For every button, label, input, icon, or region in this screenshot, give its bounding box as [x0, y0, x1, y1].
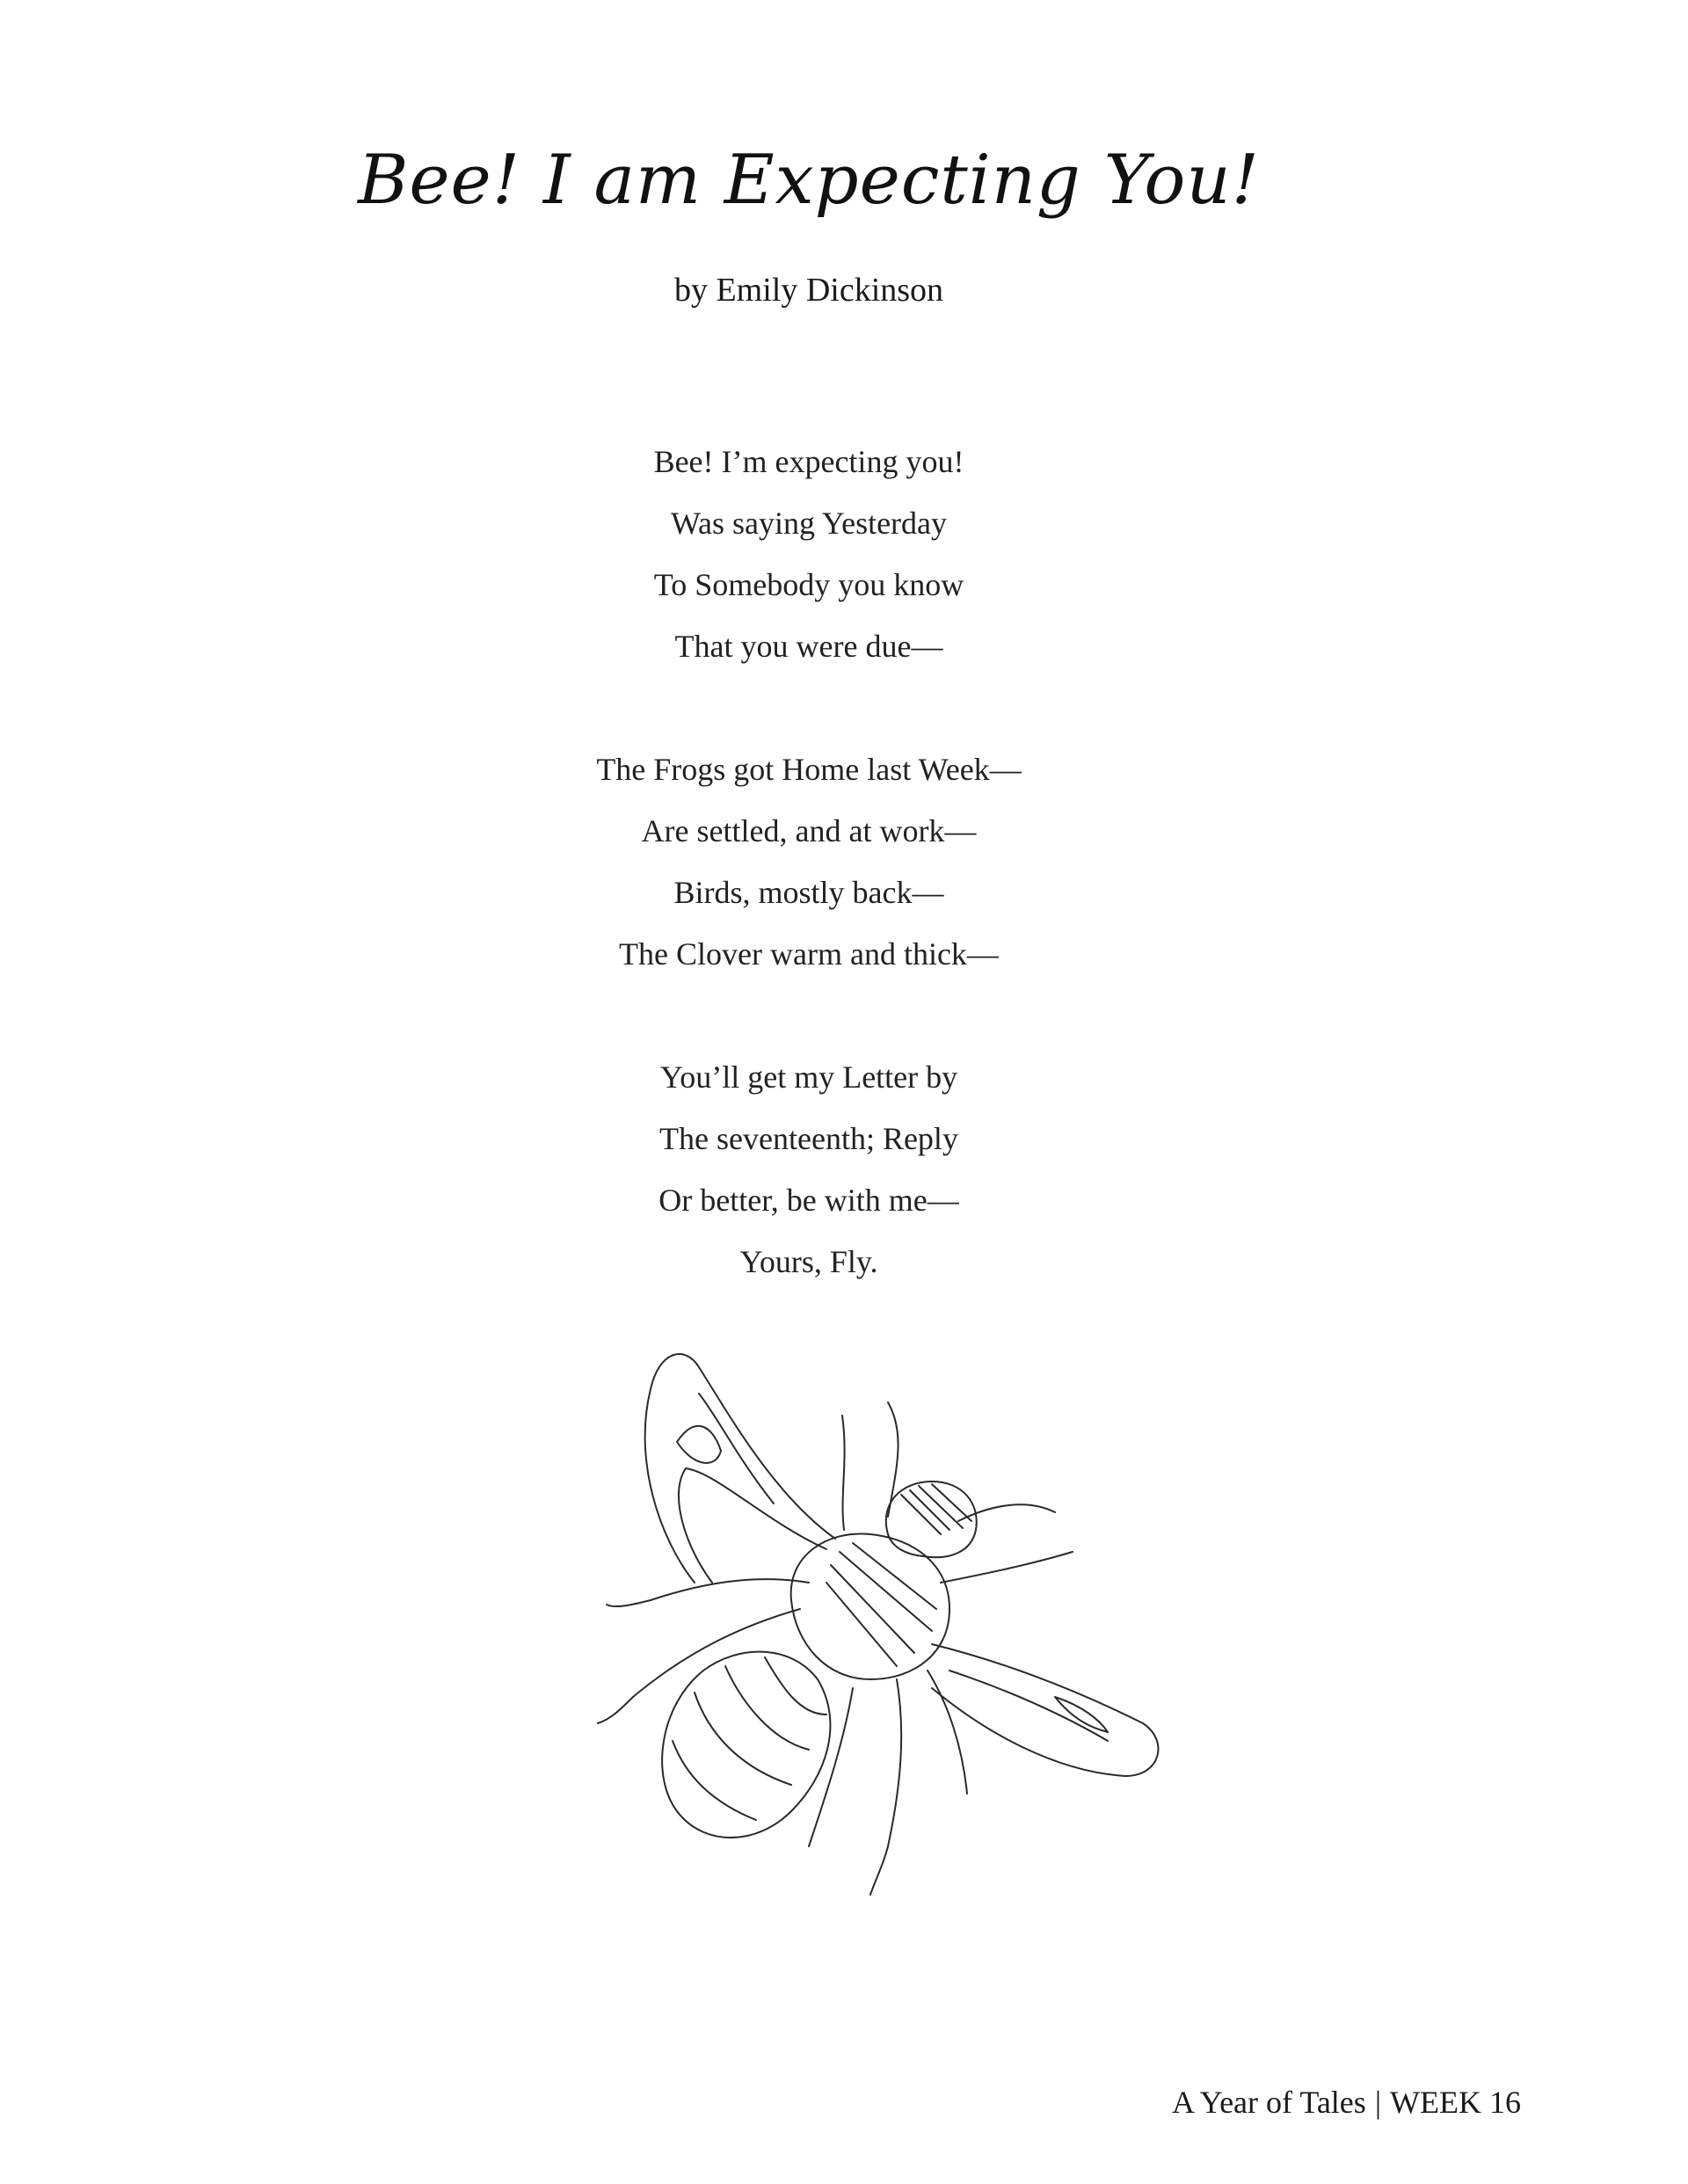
- poem-title: Bee! I am Expecting You!: [358, 141, 1260, 220]
- poem-line: Was saying Yesterday: [670, 506, 948, 541]
- poem-line: Yours, Fly.: [739, 1244, 878, 1279]
- poem-line: That you were due—: [674, 629, 943, 664]
- poem-body: [0, 431, 1618, 1354]
- stanza-1: [0, 431, 1618, 677]
- bee-illustration-icon: [563, 1319, 1160, 1917]
- poem-line: Or better, be with me—: [658, 1183, 959, 1218]
- poem-line: The Frogs got Home last Week—: [596, 752, 1022, 787]
- page-footer: [1172, 2084, 1521, 2121]
- poem-line: Birds, mostly back—: [673, 875, 944, 910]
- poem-line: Bee! I’m expecting you!: [653, 444, 964, 479]
- stanza-2: [0, 739, 1618, 985]
- poem-line: The Clover warm and thick—: [619, 936, 999, 972]
- footer-book-title: A Year of Tales: [1172, 2085, 1366, 2120]
- footer-week: WEEK 16: [1390, 2085, 1521, 2120]
- poem-line: The seventeenth; Reply: [659, 1121, 958, 1156]
- footer-separator: |: [1374, 2085, 1382, 2120]
- poem-author: by Emily Dickinson: [673, 272, 944, 309]
- poem-line: You’ll get my Letter by: [659, 1059, 958, 1095]
- poem-line: To Somebody you know: [653, 567, 964, 602]
- stanza-3: [0, 1046, 1618, 1292]
- poem-line: Are settled, and at work—: [641, 813, 977, 848]
